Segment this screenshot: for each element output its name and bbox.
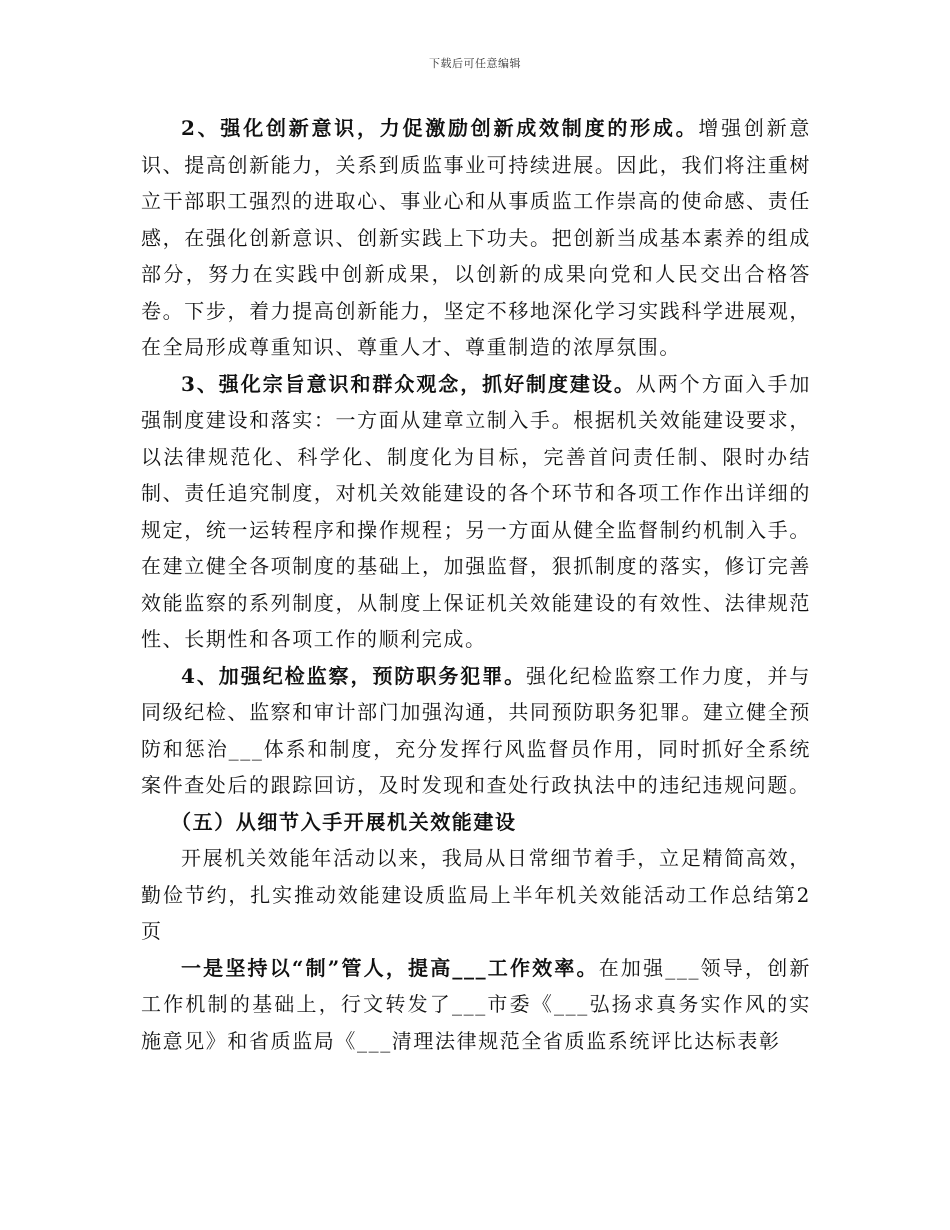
paragraph-innovation [141,110,811,366]
page-header: 下载后可任意编辑 [429,57,521,70]
paragraph-lead: 一是坚持以“制”管人，提高___工作效率。 [181,955,599,980]
paragraph-text: 强化纪检监察工作力度，并与同级纪检、监察和审计部门加强沟通，共同预防职务犯罪。建立健全预防和惩治___体系和制度，充分发挥行风监督员作用，同时抓好全系统案件查处后的跟踪回访，及时发现和查处行政执法中的违纪违规问题。 [141,663,811,797]
document-body [141,110,811,1059]
paragraph-lead: 3、强化宗旨意识和群众观念，抓好制度建设。 [181,371,636,396]
paragraph-intro: 开展机关效能年活动以来，我局从日常细节着手，立足精简高效，勤俭节约，扎实推动效能建设质监局上半年机关效能活动工作总结第2页 [141,846,811,943]
paragraph-lead: 2、强化创新意识，力促激励创新成效制度的形成。 [181,116,699,140]
paragraph-text: 在加强___领导，创新工作机制的基础上，行文转发了___市委《___弘扬求真务实作风的实施意见》和省质监局《___清理法律规范全省质监系统评比达标表彰 [141,955,811,1053]
paragraph-rules [141,950,811,1060]
paragraph-lead: 4、加强纪检监察，预防职务犯罪。 [181,663,527,688]
paragraph-text: 从两个方面入手加强制度建设和落实：一方面从建章立制入手。根据机关效能建设要求，以法律规范化、科学化、制度化为目标，完善首问责任制、限时办结制、责任追究制度，对机关效能建设的各个环节和各项工作作出详细的规定，统一运转程序和操作规程；另一方面从健全监督制约机制入手。在建立健全各项制度的基础上，加强监督，狠抓制度的落实，修订完善效能监察的系列制度，从制度上保证机关效能建设的有效性、法律规范性、长期性和各项工作的顺利完成。 [141,371,811,651]
section-heading: （五）从细节入手开展机关效能建设 [171,809,517,834]
paragraph-system-building [141,366,811,658]
paragraph-discipline [141,658,811,804]
paragraph-text: 增强创新意识、提高创新能力，关系到质监事业可持续进展。因此，我们将注重树立干部职工强烈的进取心、事业心和从事质监工作崇高的使命感、责任感，在强化创新意识、创新实践上下功夫。把创新当成基本素养的组成部分，努力在实践中创新成果，以创新的成果向党和人民交出合格答卷。下步，着力提高创新能力，坚定不移地深化学习实践科学进展观，在全局形成尊重知识、尊重人才、尊重制造的浓厚氛围。 [141,116,812,359]
